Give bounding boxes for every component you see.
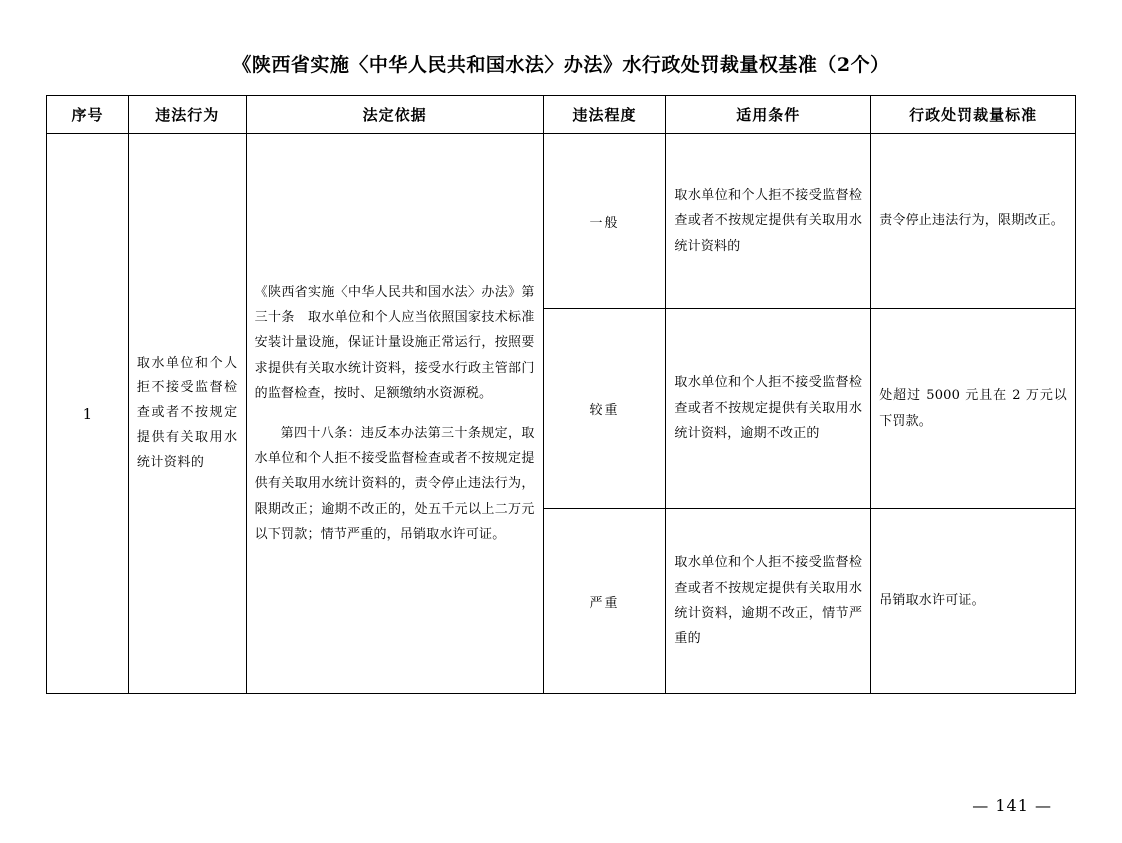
table-header-row xyxy=(47,96,1076,134)
table-header xyxy=(47,96,1076,134)
cell-condition: 取水单位和个人拒不接受监督检查或者不按规定提供有关取用水统计资料，逾期不改正的 xyxy=(666,309,871,509)
column-header-conditions: 适用条件 xyxy=(666,96,871,134)
cell-legal-basis xyxy=(246,134,543,694)
cell-violation: 取水单位和个人拒不接受监督检查或者不按规定提供有关取用水统计资料的 xyxy=(128,134,246,694)
cell-condition: 取水单位和个人拒不接受监督检查或者不按规定提供有关取用水统计资料的 xyxy=(666,134,871,309)
cell-condition: 取水单位和个人拒不接受监督检查或者不按规定提供有关取用水统计资料，逾期不改正，情节严重的 xyxy=(666,509,871,694)
page-number: — 141 — xyxy=(972,796,1052,815)
cell-standard: 处超过 5000 元且在 2 万元以下罚款。 xyxy=(871,309,1076,509)
cell-standard: 吊销取水许可证。 xyxy=(871,509,1076,694)
table-body xyxy=(47,134,1076,694)
column-header-degree: 违法程度 xyxy=(543,96,666,134)
column-header-seq: 序号 xyxy=(47,96,129,134)
page-title: 《陕西省实施〈中华人民共和国水法〉办法》水行政处罚裁量权基准（2个） xyxy=(232,54,890,76)
cell-standard: 责令停止违法行为，限期改正。 xyxy=(871,134,1076,309)
column-header-legal-basis: 法定依据 xyxy=(246,96,543,134)
cell-degree: 较重 xyxy=(543,309,666,509)
legal-basis-paragraph-2: 第四十八条：违反本办法第三十条规定，取水单位和个人拒不接受监督检查或者不按规定提供有关取用水统计资料的，责令停止违法行为，限期改正；逾期不改正的，处五千元以上二万元以下罚款；情节严重的，吊销取水许可证。 xyxy=(254,425,535,542)
column-header-standard: 行政处罚裁量标准 xyxy=(871,96,1076,134)
column-header-violation: 违法行为 xyxy=(128,96,246,134)
discretion-standard-table xyxy=(46,95,1076,694)
legal-basis-paragraph-1: 《陕西省实施〈中华人民共和国水法〉办法》第三十条 取水单位和个人应当依照国家技术标准安装计量设施，保证计量设施正常运行，按照要求提供有关取水统计资料，接受水行政主管部门的监督检查，按时、足额缴纳水资源税。 xyxy=(254,284,535,402)
table-row xyxy=(47,134,1076,309)
cell-seq: 1 xyxy=(47,134,129,694)
document-page xyxy=(0,50,1122,843)
cell-degree: 严重 xyxy=(543,509,666,694)
cell-degree: 一般 xyxy=(543,134,666,309)
